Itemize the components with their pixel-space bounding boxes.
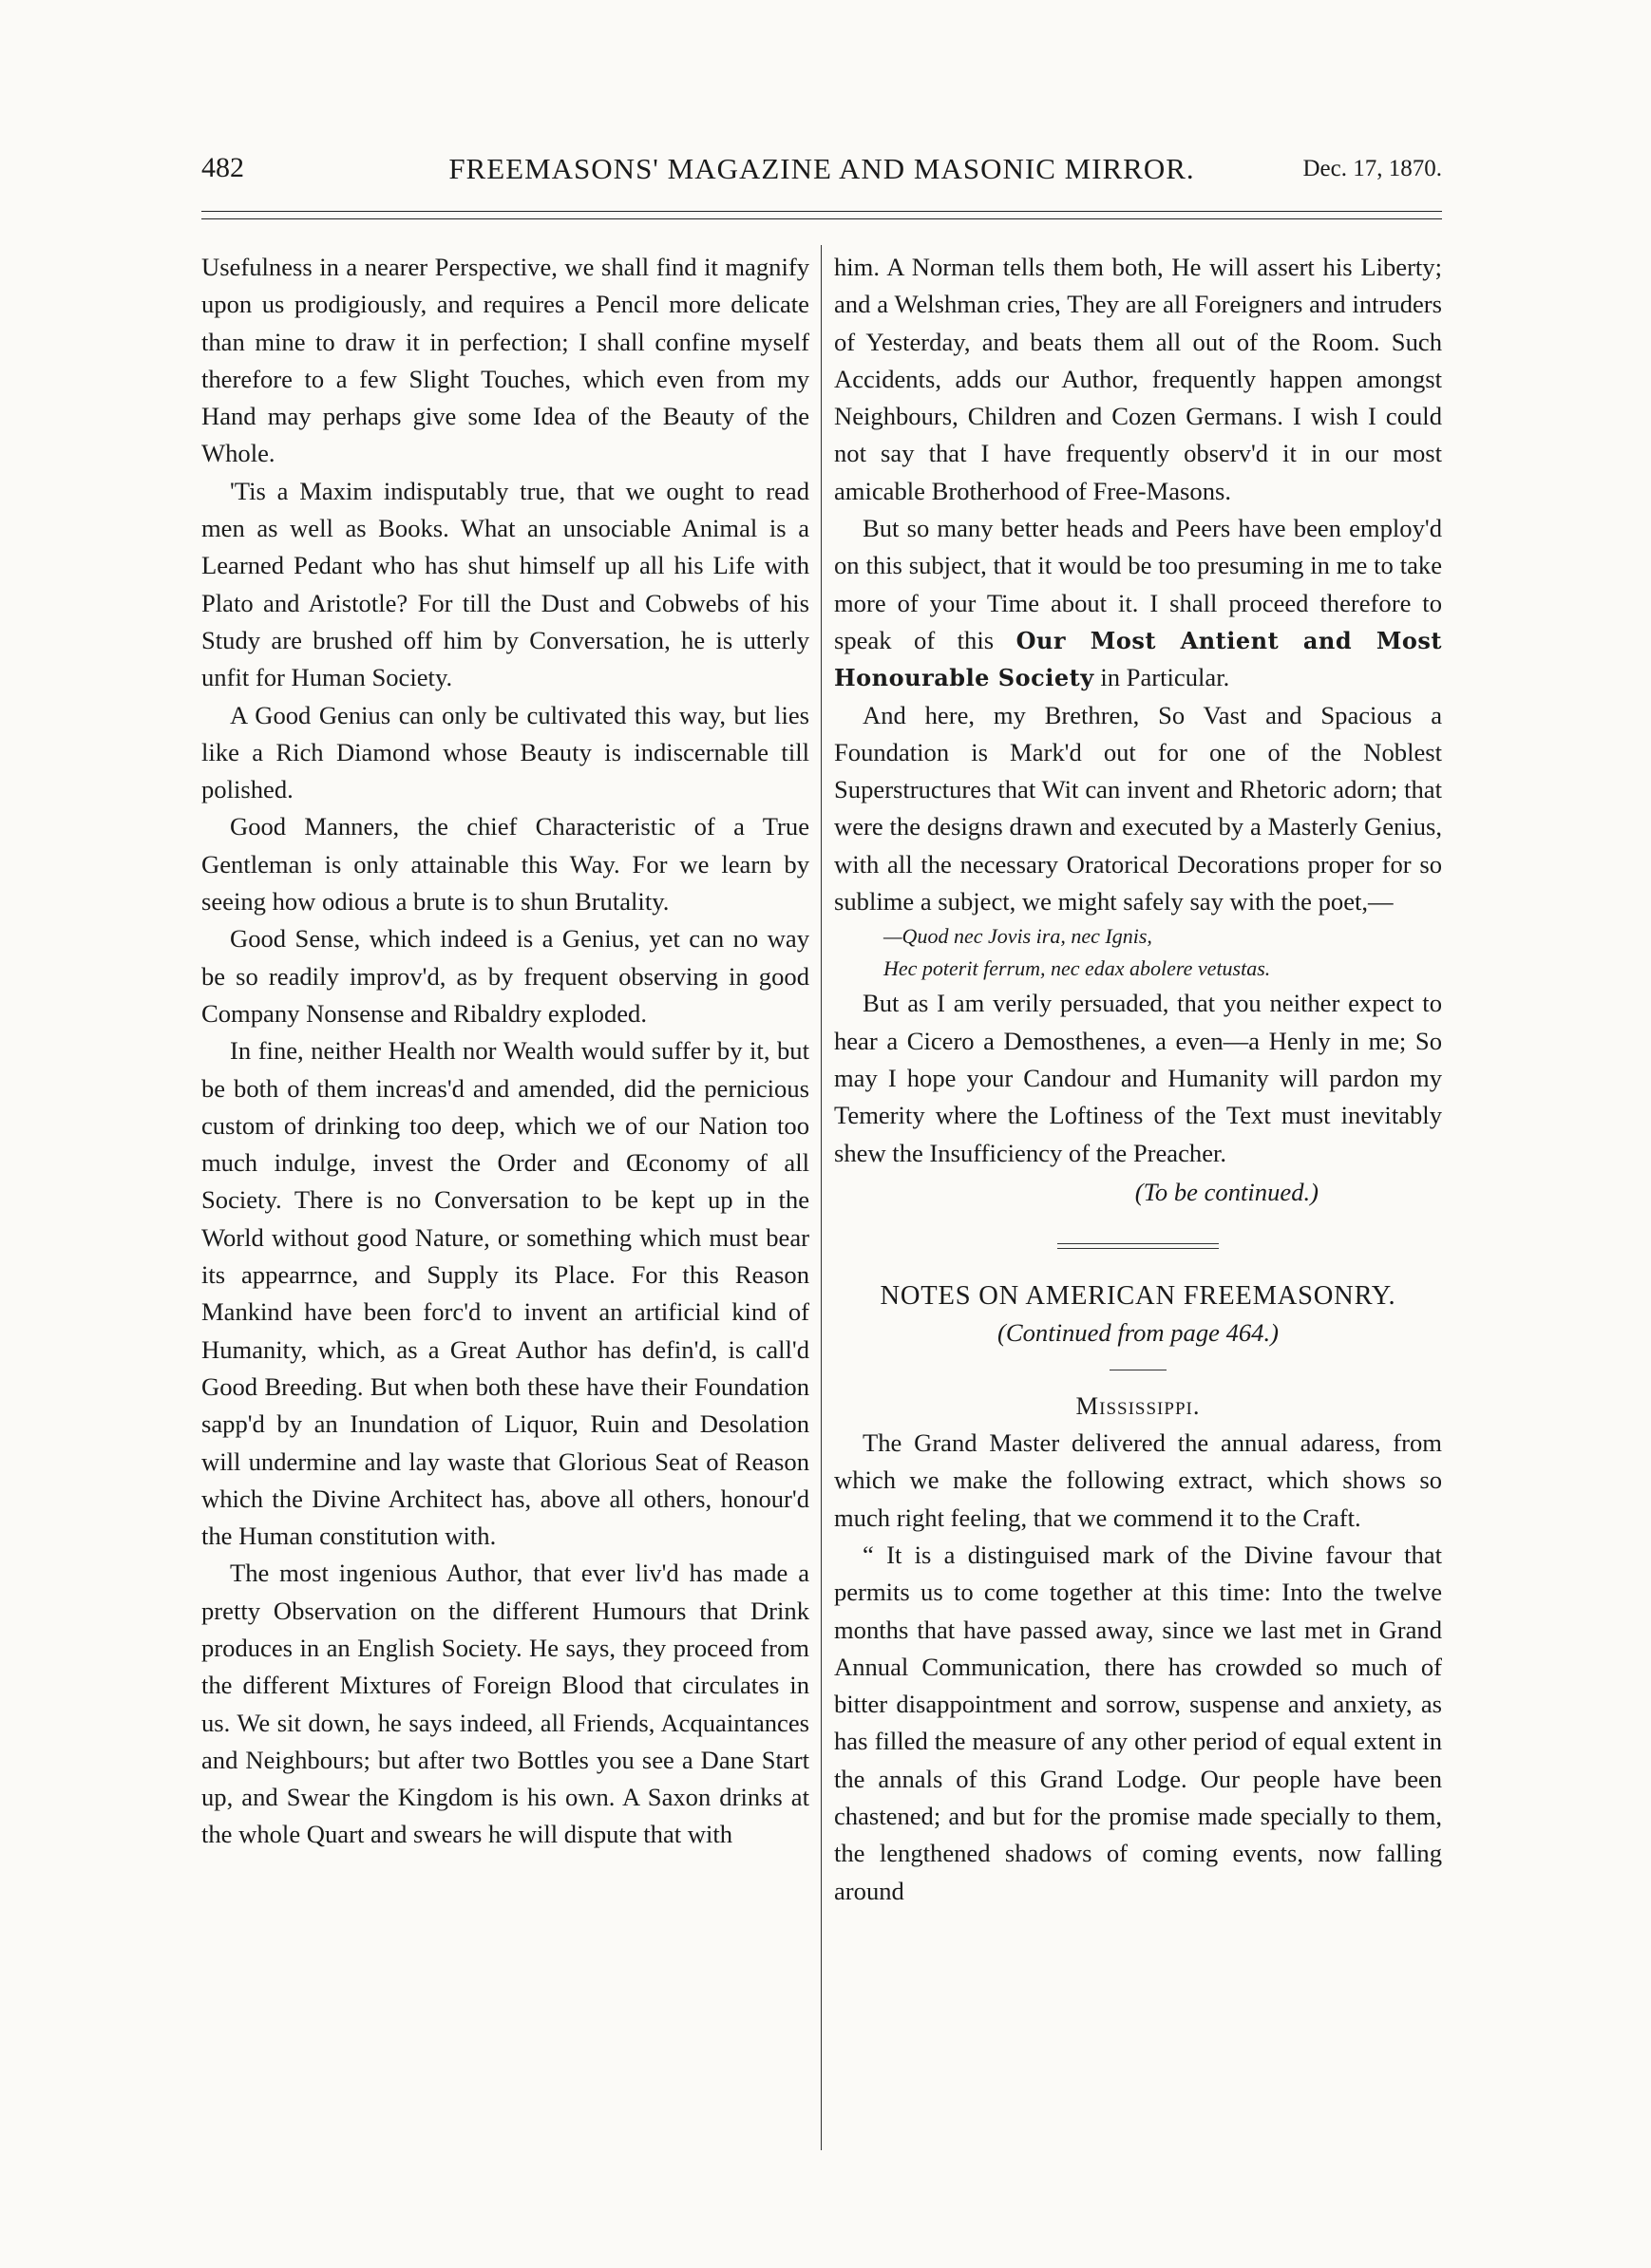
paragraph: But as I am verily persuaded, that you neither expect to hear a Cicero a Demosthenes, a even—a Henly in me; So may I hope your Candour and Humanity will pardon my Temerity where the Loftiness of the Text must inevitably shew the Insufficiency of the Preacher. — [834, 989, 1442, 1167]
paragraph: Good Manners, the chief Characteristic of a True Gentleman is only attainable this Way. For we learn by seeing how odious a brute is to shun Brutality. — [201, 812, 809, 917]
paragraph: The most ingenious Author, that ever liv'd has made a pretty Observation on the different Humours that Drink produces in an English Society. He says, they proceed from the different Mixtures of Foreign Blood that circulates in us. We sit down, he says indeed, all Friends, Acquaintances and Neighbours; but after two Bottles you see a Dane Start up, and Swear the Kingdom is his own. A Saxon drinks at the whole Quart and swears he will dispute that with — [201, 1559, 809, 1849]
right-column — [834, 249, 1442, 1910]
column-divider — [821, 245, 822, 2150]
paragraph: Usefulness in a nearer Perspective, we shall find it magnify upon us prodigiously, and requires a Pencil more delicate than mine to draw it in perfection; I shall confine myself therefore to a few Slight Touches, which even from my Hand may perhaps give some Idea of the Beauty of the Whole. — [201, 253, 809, 468]
header-rule-top — [201, 211, 1442, 212]
paragraph: him. A Norman tells them both, He will assert his Liberty; and a Welshman cries, They are all Foreigners and intruders of Yesterday, and beats them all out of the Room. Such Accidents, adds our Author, frequently happen amongst Neighbours, Children and Cozen Germans. I wish I could not say that I have frequently observ'd it in our most amicable Brotherhood of Free-Masons. — [834, 253, 1442, 505]
paragraph: In fine, neither Health nor Wealth would suffer by it, but be both of them increas'd and amended, did the pernicious custom of drinking too deep, which we of our Nation too much indulge, invest the Order and Œconomy of all Society. There is no Conversation to be kept up in the World without good Nature, or something which must bear its appearrnce, and Supply its Place. For this Reason Mankind have been forc'd to invent an artificial kind of Humanity, which, as a Great Author has defin'd, is call'd Good Breeding. But when both these have their Foundation sapp'd by an Inundation of Liquor, Ruin and Desolation will undermine and lay waste that Glorious Seat of Reason which the Divine Architect has, above all others, honour'd the Human constitution with. — [201, 1036, 809, 1551]
section-subtitle: (Continued from page 464.) — [997, 1318, 1279, 1348]
to-be-continued: (To be continued.) — [1134, 1177, 1319, 1206]
left-column — [201, 249, 809, 1854]
paragraph: Good Sense, which indeed is a Genius, yet can no way be so readily improv'd, as by frequent observing in good Company Nonsense and Ribaldry exploded. — [201, 924, 809, 1028]
paragraph: “ It is a distinguised mark of the Divine favour that permits us to come together at this time: Into the twelve months that have passed away, since we last met in Grand Annual Communication, there has crowded so much of bitter disappointment and sorrow, suspense and anxiety, as has filled the measure of any other period of equal extent in the annals of this Grand Lodge. Our people have been chastened; and but for the promise made specially to them, the lengthened shadows of coming events, now falling around — [834, 1540, 1442, 1905]
issue-date: Dec. 17, 1870. — [1302, 156, 1442, 181]
paragraph: The Grand Master delivered the annual adaress, from which we make the following extract, which shows so much right feeling, that we commend it to the Craft. — [834, 1428, 1442, 1532]
header-rule-bottom — [201, 218, 1442, 219]
paragraph: 'Tis a Maxim indisputably true, that we ought to read men as well as Books. What an unsociable Animal is a Learned Pedant who has shut himself up all his Life with Plato and Aristotle? For till the Dust and Cobwebs of his Study are brushed off him by Conversation, he is utterly unfit for Human Society. — [201, 476, 809, 692]
latin-quotation — [834, 920, 1442, 985]
paragraph — [834, 510, 1442, 696]
paragraph-text: But so many better heads and Peers have been employ'd on this subject, that it would be too presuming in me to take more of your Time about it. I shall proceed therefore to speak of this — [834, 514, 1442, 654]
paragraph: And here, my Brethren, So Vast and Spacious a Foundation is Mark'd out for one of the Noblest Superstructures that Wit can invent and Rhetoric adorn; that were the designs drawn and executed by a Masterly Genius, with all the necessary Oratorical Decorations proper for so sublime a subject, we might safely say with the poet,— — [834, 700, 1442, 917]
state-heading: Mississippi. — [1075, 1390, 1201, 1420]
quote-line: Hec poterit ferrum, nec edax abolere vetustas. — [883, 956, 1271, 981]
quote-line: —Quod nec Jovis ira, nec Ignis, — [883, 924, 1152, 949]
running-title: FREEMASONS' MAGAZINE AND MASONIC MIRROR. — [448, 152, 1195, 185]
blackletter-phrase: Our Most Antient and Most Honourable Society — [834, 626, 1442, 692]
paragraph-text: in Particular. — [1093, 663, 1230, 692]
page-header — [201, 152, 1442, 190]
paragraph: A Good Genius can only be cultivated this way, but lies like a Rich Diamond whose Beauty is indiscernable till polished. — [201, 700, 809, 804]
section-title: NOTES ON AMERICAN FREEMASONRY. — [880, 1281, 1396, 1312]
section-divider — [1057, 1243, 1219, 1249]
page-number: 482 — [201, 152, 244, 183]
